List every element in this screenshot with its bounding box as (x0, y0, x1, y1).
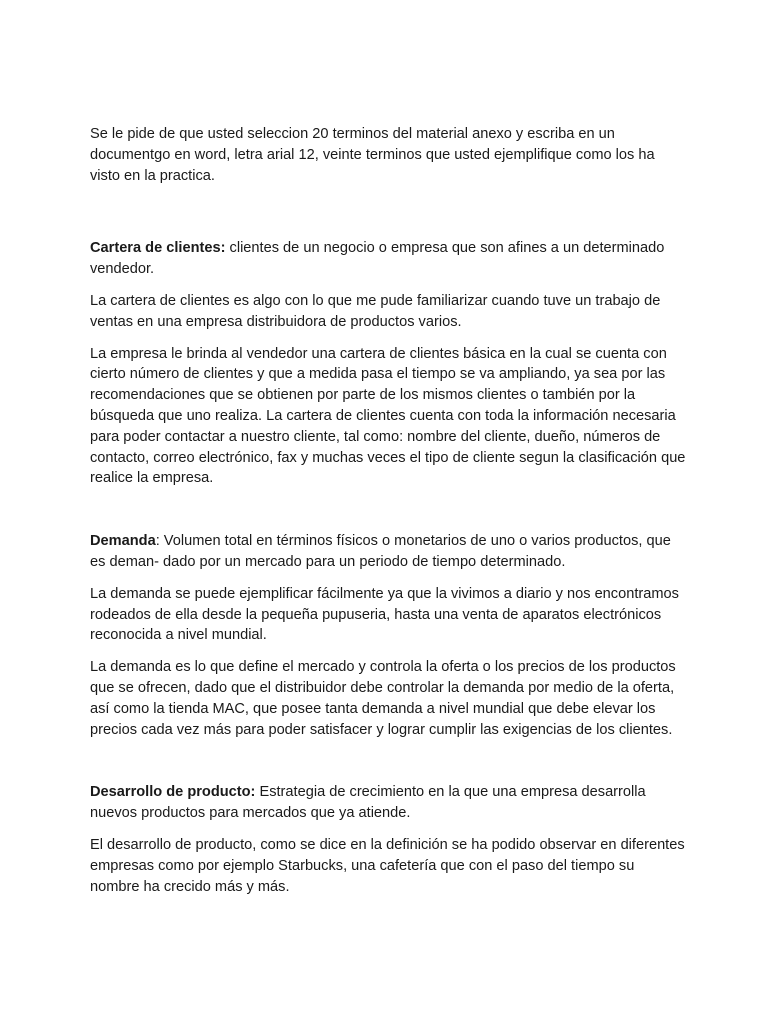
intro-paragraph: Se le pide de que usted seleccion 20 terminos del material anexo y escriba en un documentgo en word, letra arial 12, veinte terminos que usted ejemplifique como los ha visto en la practica. (90, 126, 655, 184)
term-definition (90, 782, 686, 824)
term-definition (90, 238, 686, 280)
example-paragraph: La demanda es lo que define el mercado y controla la oferta o los precios de los productos que se ofrecen, dado que el distribuidor debe controlar la demanda por medio de la oferta, así como la tienda MAC, que posee tanta demanda a nivel mundial que debe elevar los precios cada vez más para poder satisfacer y lograr cumplir las exigencias de los clientes. (90, 659, 676, 738)
term-title: Demanda (90, 533, 156, 550)
document-body (90, 124, 686, 939)
term-section-desarrollo-de-producto (90, 782, 686, 897)
example-paragraph: La cartera de clientes es algo con lo que me pude familiarizar cuando tuve un trabajo de ventas en una empresa distribuidora de productos varios. (90, 292, 661, 330)
term-title: Desarrollo de producto: (90, 784, 256, 801)
definition-text: clientes de un negocio o empresa que son afines a un determinado vendedor. (90, 240, 665, 278)
term-definition (90, 531, 686, 573)
example-paragraph: La empresa le brinda al vendedor una cartera de clientes básica en la cual se cuenta con cierto número de clientes y que a medida pasa el tiempo se va ampliando, ya sea por las recomendaciones que se obtienen por parte de los mismos clientes o también por la búsqueda que uno realiza. La cartera de clientes cuenta con toda la información necesaria para poder contactar a nuestro cliente, tal como: nombre del cliente, dueño, números de contacto, correo electrónico, fax y muchas veces el tipo de cliente segun la clasificación que realice la empresa. (90, 345, 686, 487)
example-paragraph: La demanda se puede ejemplificar fácilmente ya que la vivimos a diario y nos encontramos rodeados de ella desde la pequeña pupuseria, hasta una venta de aparatos electrónicos reconocida a nivel mundial. (90, 585, 679, 644)
term-title: Cartera de clientes: (90, 240, 226, 257)
definition-text: : Volumen total en términos físicos o monetarios de uno o varios productos, que es deman- dado por un mercado para un periodo de tiempo determinado. (90, 533, 671, 570)
example-paragraph: El desarrollo de producto, como se dice en la definición se ha podido observar en diferentes empresas como por ejemplo Starbucks, una cafetería que con el paso del tiempo su nombre ha crecido más y más. (90, 836, 685, 895)
term-section-cartera-de-clientes (90, 238, 686, 489)
definition-text: Estrategia de crecimiento en la que una empresa desarrolla nuevos productos para mercados que ya atiende. (90, 784, 646, 822)
term-section-demanda (90, 531, 686, 740)
